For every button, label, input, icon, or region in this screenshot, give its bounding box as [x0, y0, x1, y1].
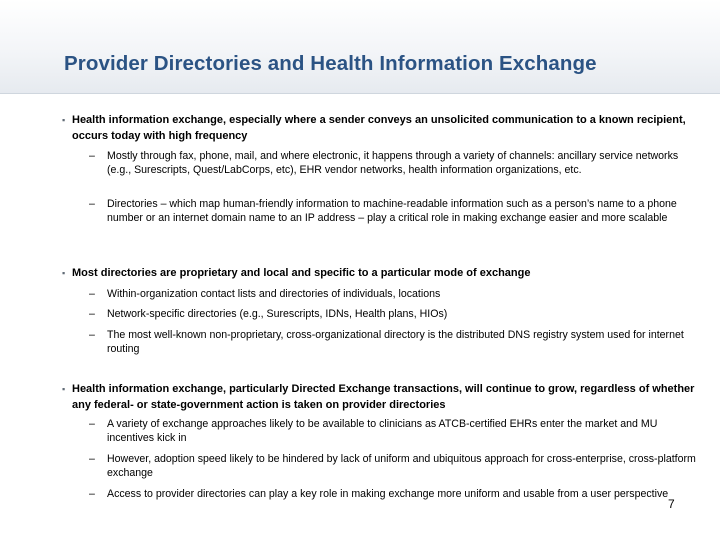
bullet-marker: ▪	[62, 268, 66, 278]
bullet-3-sub-1	[89, 418, 697, 445]
bullet-1-sub-1	[89, 150, 697, 177]
bullet-2-sub-3	[89, 329, 697, 356]
bullet-1-text: Health information exchange, especially where a sender conveys an unsolicited communication to a known recipient, occurs today with high frequency	[72, 114, 686, 142]
bullet-2-sub-1	[89, 288, 697, 302]
bullet-2-sub-3-text: The most well-known non-proprietary, cross-organizational directory is the distributed DNS registry system used for internet routing	[107, 329, 684, 355]
sub-marker: –	[89, 288, 95, 300]
sub-marker: –	[89, 308, 95, 320]
bullet-3-sub-1-text: A variety of exchange approaches likely to be available to clinicians as ATCB-certified EHRs enter the market and MU incentives kick in	[107, 418, 658, 444]
bullet-3	[62, 381, 702, 413]
sub-marker: –	[89, 150, 95, 162]
bullet-1-sub-1-text: Mostly through fax, phone, mail, and where electronic, it happens through a variety of channels: ancillary service networks (e.g., Surescripts, Quest/LabCorps, etc), EHR vendor networks, health information organizations, etc.	[107, 150, 679, 176]
bullet-marker: ▪	[62, 384, 66, 394]
bullet-2-sub-2	[89, 308, 697, 322]
header-band	[0, 0, 720, 94]
bullet-3-text: Health information exchange, particularly Directed Exchange transactions, will continue to grow, regardless of whether any federal- or state-government action is taken on provider directories	[72, 383, 695, 411]
bullet-marker: ▪	[62, 115, 66, 125]
bullet-3-sub-2	[89, 453, 697, 480]
sub-marker: –	[89, 453, 95, 465]
bullet-2-text: Most directories are proprietary and local and specific to a particular mode of exchange	[72, 267, 531, 279]
page-number: 7	[668, 497, 675, 511]
bullet-1	[62, 112, 702, 144]
slide-title: Provider Directories and Health Information Exchange	[64, 52, 597, 75]
bullet-3-sub-2-text: However, adoption speed likely to be hindered by lack of uniform and ubiquitous approach for cross-enterprise, cross-platform exchange	[107, 453, 696, 479]
sub-marker: –	[89, 198, 95, 210]
bullet-2-sub-2-text: Network-specific directories (e.g., Surescripts, IDNs, Health plans, HIOs)	[107, 308, 448, 320]
bullet-3-sub-3-text: Access to provider directories can play a key role in making exchange more uniform and usable from a user perspective	[107, 488, 669, 500]
sub-marker: –	[89, 418, 95, 430]
bullet-2-sub-1-text: Within-organization contact lists and directories of individuals, locations	[107, 288, 441, 300]
bullet-3-sub-3	[89, 488, 697, 502]
bullet-2	[62, 265, 702, 281]
bullet-1-sub-2-text: Directories – which map human-friendly information to machine-readable information such as a person’s name to a phone number or an internet domain name to an IP address – play a critical role in making exchange easier and more scalable	[107, 198, 677, 224]
sub-marker: –	[89, 488, 95, 500]
bullet-1-sub-2	[89, 198, 697, 225]
sub-marker: –	[89, 329, 95, 341]
